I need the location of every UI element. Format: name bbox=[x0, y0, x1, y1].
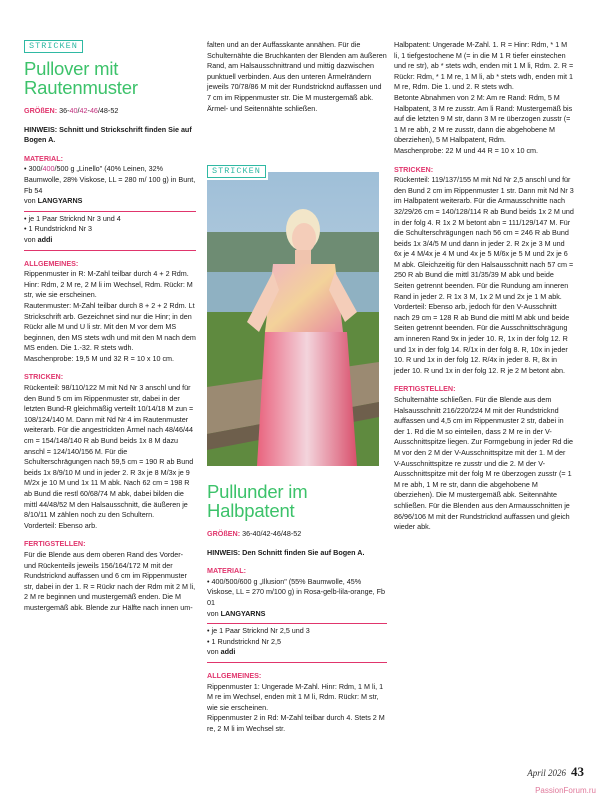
finishing-heading: FERTIGSTELLEN: bbox=[394, 384, 456, 394]
divider bbox=[207, 623, 387, 624]
section-tag: STRICKEN bbox=[207, 165, 266, 178]
paragraph: Vorderteil: Ebenso arb, jedoch für den V-Ausschnitt nach 29 cm = 128 R ab Bund die mittl M abk und beide Seiten getrennt beenden. Für die Ausschnittschrägung am inneren Rand 9x in jeder 10. R, 1x in der folg 12. R und 1x in der folg 14. R/1x in der folg 8. R, 10x in jeder 10. R und 1x in der folg 12. R/4x in jeder 8. R, 8x in jeder 10. R und 1x in der folg 12. R je 2 M betont abn. bbox=[394, 302, 570, 375]
material-item: • 400/500/600 g „Illusion" (55% Baumwolle, 45% Viskose, LL = 270 m/100 g) in Rosa-gelb-lila-orange, Fb 01 bbox=[207, 576, 385, 607]
paragraph: Schulternähte schließen. Für die Blende aus dem Halsausschnitt 216/220/224 M mit der Rundstricknd auffassen und 4,5 cm im Rippenmuster 2 str, dabei in der 1. Rd die M so einteilen, dass 2 M re in der V-Ausschnittspitze liegen. Zur Formgebung in jeder Rd die M vor den 2 M der V-Ausschnittspitze mit der 1. M der V-Ausschnittspitze re zusstr und die 2. M der V-Ausschnittspitze mit der folg M re überzogen zusstr (= 1 M re abh, 1 M re str, dann die abgehobene M überziehen). Die M mustergemäß abk. Seitennähte schließen. Für die Blenden aus den Armausschnitten je 86/96/106 M mit der Rundstricknd auffassen und gleich wieder abk. bbox=[394, 395, 573, 532]
paragraph: Rippenmuster 2 in Rd: M-Zahl teilbar durch 4. Stets 2 M re, 2 M li im Wechsel str. bbox=[207, 713, 385, 733]
supplier-line: von LANGYARNS bbox=[24, 196, 83, 206]
paragraph: Für die Blende aus dem oberen Rand des Vorder- und Rückenteils jeweils 156/164/172 M mit der Rundstricknd auffassen und 6 cm im Rippenmuster str, dabei in der 1. R = Rückr nach der Rdm mit 2 M li, 2 M re beginnen und mustergemäß enden. Die M mustergemäß abk. Blende zur Hälfte nach innen um- bbox=[24, 549, 196, 612]
finishing-heading: FERTIGSTELLEN: bbox=[24, 539, 86, 549]
paragraph: Maschenprobe: 22 M und 44 R = 10 x 10 cm. bbox=[394, 145, 539, 155]
paragraph: Halbpatent: Ungerade M-Zahl. 1. R = Hinr: Rdm, * 1 M li, 1 tiefgestochene M (= in die M 1 R tiefer einstechen und re str), ab * stets wdh, enden mit 1 M li, Rdm. 2. R = Rückr: Rdm, * 1 M re, 1 M li, ab * stets wdh, enden mit 1 M re, Rdm. Die 1. und 2. R stets wdh. bbox=[394, 40, 574, 92]
issue-label: April 2026 bbox=[527, 768, 566, 778]
watermark: PassionForum.ru bbox=[535, 786, 596, 795]
material-heading: MATERIAL: bbox=[207, 566, 246, 576]
middle-column-bottom bbox=[207, 476, 387, 735]
paragraph: Rippenmuster in R: M-Zahl teilbar durch 4 + 2 Rdm. Hinr: Rdm, 2 M re, 2 M li im Wechsel, Rdm. Rückr: M str, wie sie erscheinen. bbox=[24, 269, 193, 300]
material-item: • je 1 Paar Stricknd Nr 3 und 4 bbox=[24, 213, 121, 223]
paragraph: Rückenteil: 119/137/155 M mit Nd Nr 2,5 anschl und für den Bund 2 cm im Rippenmuster 1 str. Dann mit Nd Nr 3 im Halbpatent weiterarb. Für die Armausschnitte nach 32/29/26 cm = 140/128/114 R ab Bund beids 1x 2 M und in der folg 4. R 1x 2 M betont abn = 111/129/147 M. Für die Schulterschrägungen nach 56 cm = 246 R ab Bund beids 1x 3/4/5 M und dann in jeder 2. R 2x je 3 M und 6x je 4 M/4x je 4 M und 4x je 5 M/6x je 5 M und 2x je 6 M abk. Gleichzeitig für den Halsausschnitt nach 57 cm = 250 R ab Bund die mittl 31/35/39 M abk und beide Seiten getrennt beenden. Für die Rundung am inneren Rand in jeder 2. R 1x 3 M, 1x 2 M und 2x je 1 M abk. bbox=[394, 175, 574, 301]
paragraph: Rautenmuster: M-Zahl teilbar durch 8 + 2 + 2 Rdm. Lt Strickschrift arb. Gezeichnet sind nur die Hinr; in den Rückr alle M und U li str. Mit den M vor dem MS beginnen, den MS stets wdh und mit den M nach dem MS enden. Die 1.-32. R stets wdh. bbox=[24, 300, 196, 353]
article-title: Pullover mit Rautenmuster bbox=[24, 58, 138, 98]
sizes-line: GRÖßEN: 36-40/42-46/48-52 bbox=[24, 106, 119, 115]
material-item: • 1 Rundstricknd Nr 2,5 bbox=[207, 636, 282, 646]
paragraph: Maschenprobe: 19,5 M und 32 R = 10 x 10 cm. bbox=[24, 353, 175, 363]
paragraph: Vorderteil: Ebenso arb. bbox=[24, 520, 98, 530]
paragraph: Rippenmuster 1: Ungerade M-Zahl. Hinr: Rdm, 1 M li, 1 M re im Wechsel, enden mit 1 M li, Rdm. Rückr: M str, wie sie erscheinen. bbox=[207, 681, 384, 712]
photo-illustration bbox=[207, 172, 379, 466]
page-number: 43 bbox=[571, 764, 584, 779]
material-item: • 300/400/500 g „Linello" (40% Leinen, 32% Baumwolle, 28% Viskose, LL = 280 m/ 100 g) in Bunt, Fb 54 bbox=[24, 164, 196, 195]
material-item: • je 1 Paar Stricknd Nr 2,5 und 3 bbox=[207, 626, 310, 636]
knitting-heading: STRICKEN: bbox=[24, 372, 64, 382]
general-heading: ALLGEMEINES: bbox=[24, 258, 79, 268]
photo-block bbox=[207, 158, 379, 466]
paragraph: Betonte Abnahmen von 2 M: Am re Rand: Rdm, 5 M Halbpatent, 3 M re zusstr. Am li Rand: Mustergemäß bis auf die letzten 9 M str, dann 3 M re überzogen zusstr (= 1 M re abh, 2 M re zusstr, dann die abgehobene M überziehen), 5 M Halbpatent, Rdm. bbox=[394, 92, 573, 145]
middle-column-top bbox=[207, 40, 387, 114]
paragraph: Rückenteil: 98/110/122 M mit Nd Nr 3 anschl und für den Bund 5 cm im Rippenmuster str, dabei in der letzten Bund-R gleichmäßig verteilt 10/14/18 M zun = 108/124/140 M. Dann mit Nd Nr 4 im Rautenmuster weiterarb. Für die angestrickten Ärmel nach 48/46/44 cm = 154/148/140 R ab Bund beids 1x 8 M dazu anschl = 124/140/156 M. Für die Schulterschrägungen nach 59,5 cm = 190 R ab Bund beids 1x 8/9/10 M und in jeder 2. R 3x je 8 M/3x je 9 M/2x je 10 M und 1x 11 M abk. Nach 62 cm = 198 R ab Bund die restl 60/68/74 M abk, dabei bilden die mittl 44/48/52 M den Halsausschnitt, die äußeren je 8/10/11 M zählen noch zu den Schultern. bbox=[24, 383, 194, 520]
knitting-heading: STRICKEN: bbox=[394, 164, 434, 174]
article-title: Pullunder im Halbpatent bbox=[207, 481, 308, 521]
divider bbox=[207, 662, 387, 663]
left-column bbox=[24, 40, 196, 614]
supplier-line: von LANGYARNS bbox=[207, 608, 266, 618]
note: HINWEIS: Den Schnitt finden Sie auf Bogen A. bbox=[207, 547, 365, 557]
note: HINWEIS: Schnitt und Strickschrift finden Sie auf Bogen A. bbox=[24, 124, 192, 145]
paragraph: falten und an der Auffasskante annähen. Für die Schulternähte die Bruchkanten der Blenden am äußeren Rand, am Halsausschnittrand und mittig dazwischen punktuell verbinden. Aus den unteren Ärmelrändern jeweils 70/78/86 M mit der Rundstricknd auffassen und 7 cm im Rippenmuster str. Die M mustergemäß abk. Ärmel- und Seitennähte schließen. bbox=[207, 40, 387, 113]
material-heading: MATERIAL: bbox=[24, 153, 63, 163]
supplier-line: von addi bbox=[24, 234, 53, 244]
material-item: • 1 Rundstricknd Nr 3 bbox=[24, 224, 93, 234]
section-tag: STRICKEN bbox=[24, 40, 83, 53]
right-column bbox=[394, 40, 574, 533]
sizes-line: GRÖßEN: 36-40/42-46/48-52 bbox=[207, 529, 302, 538]
divider bbox=[24, 250, 196, 251]
model-photo bbox=[207, 172, 379, 466]
general-heading: ALLGEMEINES: bbox=[207, 670, 262, 680]
divider bbox=[24, 211, 196, 212]
supplier-line: von addi bbox=[207, 647, 236, 657]
